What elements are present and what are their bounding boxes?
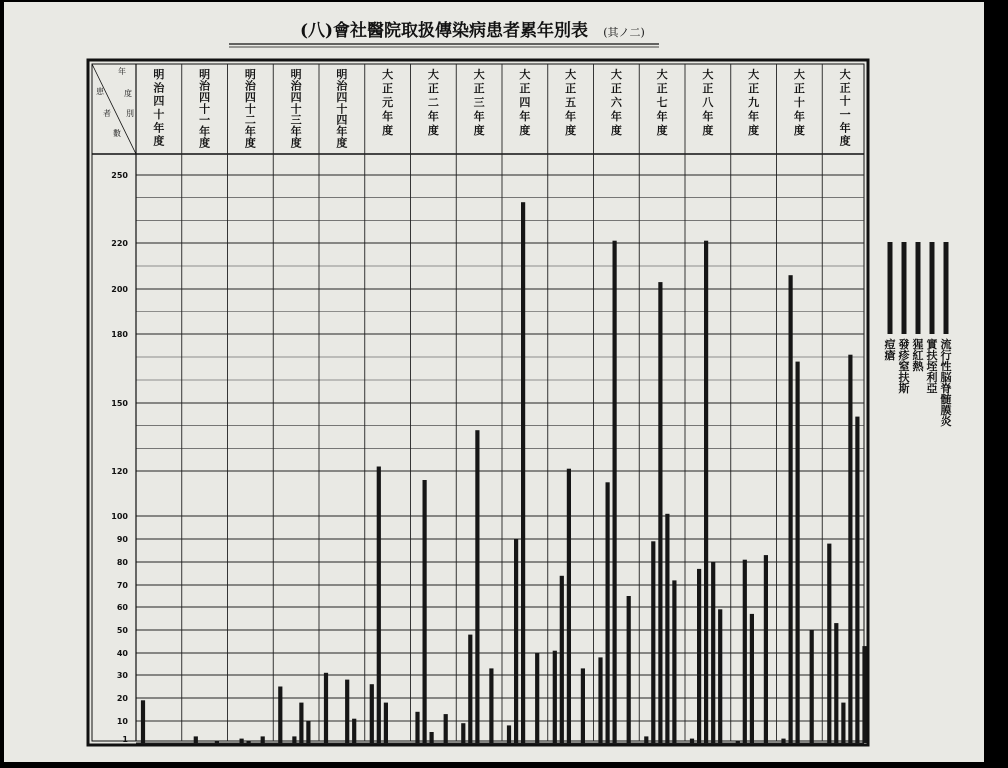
bar xyxy=(299,703,303,743)
bar xyxy=(247,741,251,743)
bar xyxy=(862,646,866,743)
legend-label: 流行性脳脊髄膜炎 xyxy=(940,338,952,428)
bar xyxy=(711,562,715,743)
y-tick-label: 150 xyxy=(111,399,128,408)
legend-swatch xyxy=(930,242,935,334)
plot-area xyxy=(88,60,953,745)
bar xyxy=(475,430,479,743)
bar xyxy=(468,635,472,743)
bar xyxy=(324,673,328,743)
bar xyxy=(215,741,219,743)
legend-swatch xyxy=(944,242,949,334)
bar xyxy=(444,714,448,743)
bar xyxy=(644,736,648,743)
bar xyxy=(507,725,511,743)
bar xyxy=(194,736,198,743)
bar xyxy=(651,541,655,743)
bar xyxy=(423,480,427,743)
bar xyxy=(789,275,793,743)
bar xyxy=(345,680,349,743)
corner-label: 度 xyxy=(124,89,132,98)
bar xyxy=(377,467,381,744)
chart-figure xyxy=(4,2,984,762)
corner-label: 患 xyxy=(96,87,104,96)
category-label: 明治四十三年度 xyxy=(290,68,302,150)
bar xyxy=(834,623,838,743)
bar xyxy=(665,514,669,743)
legend-label: 猩紅熱 xyxy=(912,338,924,373)
bar xyxy=(764,555,768,743)
category-label: 明治四十年度 xyxy=(153,68,165,148)
bar xyxy=(514,539,518,743)
y-tick-label: 1 xyxy=(122,735,128,744)
corner-label: 數 xyxy=(113,129,121,138)
bar xyxy=(489,668,493,743)
y-tick-label: 30 xyxy=(116,671,128,680)
corner-label: 者 xyxy=(103,109,111,118)
chart-subtitle: (其ノ二) xyxy=(603,26,645,39)
category-label: 大正三年度 xyxy=(473,68,485,137)
y-tick-label: 100 xyxy=(111,512,128,521)
bar xyxy=(598,657,602,743)
bar xyxy=(461,723,465,743)
bar xyxy=(827,544,831,743)
bar xyxy=(141,700,145,743)
y-tick-label: 10 xyxy=(116,717,128,726)
y-tick-label: 20 xyxy=(116,694,128,703)
corner-label: 別 xyxy=(126,109,134,118)
bar xyxy=(278,687,282,744)
bar xyxy=(704,241,708,743)
bar xyxy=(370,684,374,743)
bar xyxy=(567,469,571,743)
category-label: 大正十年度 xyxy=(793,68,805,137)
category-label: 大正九年度 xyxy=(748,68,760,137)
category-label: 明治四十一年度 xyxy=(199,68,211,150)
legend-swatch xyxy=(888,242,893,334)
category-label: 明治四十二年度 xyxy=(244,68,256,150)
category-label: 大正六年度 xyxy=(610,68,622,137)
bar xyxy=(855,417,859,743)
legend-swatch xyxy=(916,242,921,334)
bar xyxy=(658,282,662,743)
bar xyxy=(697,569,701,743)
y-tick-label: 70 xyxy=(116,581,128,590)
bar xyxy=(750,614,754,743)
y-tick-label: 220 xyxy=(111,239,128,248)
bar xyxy=(613,241,617,743)
chart-title: (八)會社醫院取扱傳染病患者累年別表 xyxy=(299,21,589,41)
bar xyxy=(718,609,722,743)
bar xyxy=(535,653,539,743)
bar xyxy=(430,732,434,743)
category-label: 大正七年度 xyxy=(656,68,668,137)
y-tick-label: 180 xyxy=(111,330,128,339)
category-label: 大正十一年度 xyxy=(839,68,851,148)
y-tick-label: 50 xyxy=(116,626,128,635)
category-label: 明治四十四年度 xyxy=(336,68,348,150)
corner-label: 年 xyxy=(118,67,126,76)
y-tick-label: 60 xyxy=(116,603,128,612)
bar xyxy=(627,596,631,743)
category-label: 大正五年度 xyxy=(565,68,577,137)
bar xyxy=(848,355,852,743)
y-tick-label: 80 xyxy=(116,558,128,567)
bar xyxy=(581,668,585,743)
category-label: 大正八年度 xyxy=(702,68,714,137)
bar xyxy=(672,580,676,743)
legend-label: 痘瘡 xyxy=(884,338,896,362)
bar xyxy=(553,651,557,743)
y-tick-label: 120 xyxy=(111,467,128,476)
bar xyxy=(292,736,296,743)
bar xyxy=(560,576,564,743)
bar xyxy=(240,739,244,743)
bar xyxy=(261,736,265,743)
bar xyxy=(352,719,356,743)
y-tick-label: 200 xyxy=(111,285,128,294)
bar xyxy=(306,721,310,743)
legend-label: 發疹窒扶斯 xyxy=(898,338,910,395)
category-label: 大正二年度 xyxy=(427,68,439,137)
legend-swatch xyxy=(902,242,907,334)
bar xyxy=(521,202,525,743)
chart-sheet xyxy=(4,2,984,762)
category-label: 大正元年度 xyxy=(382,68,394,137)
legend-label: 實扶垤利亞 xyxy=(926,338,938,395)
bar xyxy=(736,741,740,743)
category-label: 大正四年度 xyxy=(519,68,531,137)
bar xyxy=(415,712,419,743)
bar xyxy=(384,703,388,743)
bar xyxy=(606,482,610,743)
bar xyxy=(781,739,785,743)
y-tick-label: 90 xyxy=(116,535,128,544)
bar xyxy=(690,739,694,743)
bar xyxy=(810,630,814,743)
bar xyxy=(841,703,845,743)
y-tick-label: 250 xyxy=(111,171,128,180)
bar xyxy=(796,362,800,743)
bar xyxy=(743,560,747,743)
y-tick-label: 40 xyxy=(116,649,128,658)
